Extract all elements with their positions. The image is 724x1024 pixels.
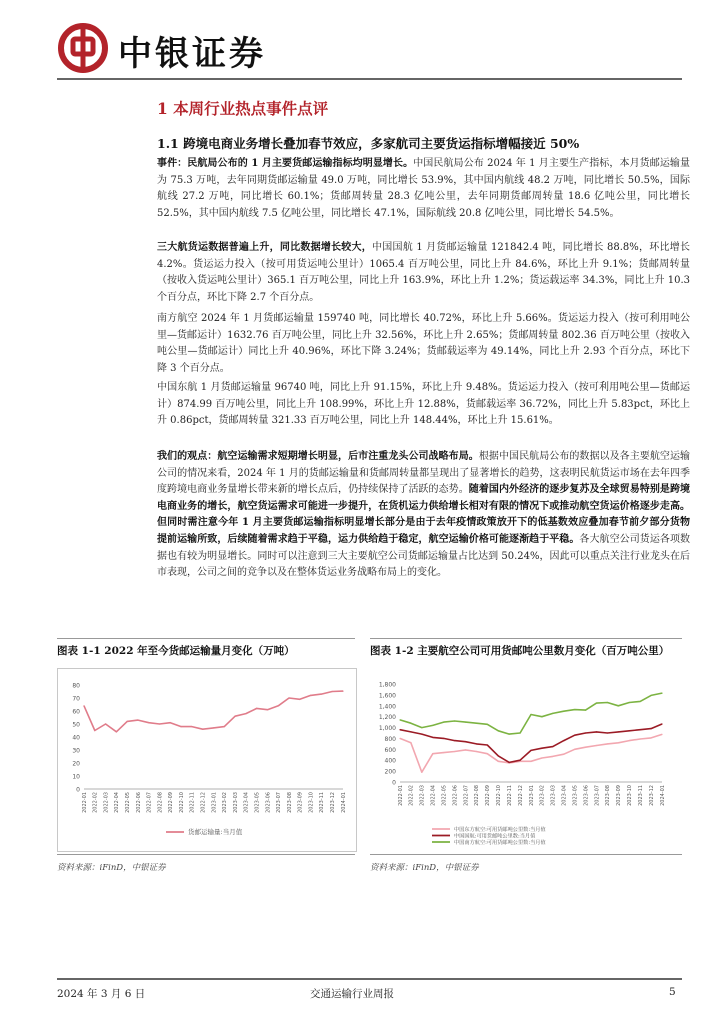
data-point [498,761,499,762]
data-point [530,761,531,762]
header-rule [57,78,682,80]
paragraph-our-view-lead: 我们的观点：航空运输需求短期增长明显，后市注重龙头公司战略布局。 [157,451,479,462]
footer-date: 2024 年 3 月 6 日 [57,988,146,1000]
data-point [94,730,95,731]
x-tick-label: 2023-02 [222,792,229,813]
x-tick-label: 2022-09 [485,785,492,806]
data-point [137,720,138,721]
subsection-title: 1.1 跨境电商业务增长叠加春节效应，多家航司主要货运指标增幅接近 50% [157,136,580,151]
paragraph-our-view-body1: 根据中国民航局公布的数据以及各主要航空运输公司的情况来看，2024 年 1 月的货邮运输量和货邮周转量都呈现出了显著增长的趋势，这表明民航货运市场在去年四季度跨境电商业务量增长带来新的增长点后，仍持续保持了活跃的态势。 [157,451,691,496]
chart-left-top-rule [57,638,355,639]
x-tick-label: 2023-12 [330,792,337,813]
x-tick-label: 2022-10 [496,785,503,806]
x-tick-label: 2023-08 [286,792,293,813]
y-tick-label: 600 [384,746,396,754]
paragraph-china-eastern-body: 中国东航 1 月货邮运输量 96740 吨，同比上升 91.15%，环比上升 9.48%。货运运力投入（按可利用吨公里—货邮运计）874.99 百万吨公里，同比上升 108.99%，环比上升 12.88%，货邮载运率 36.72%，同比上升 5.83pct，环比上升 0.86pct，货邮周转量 321.33 百万吨公里，同比上升 148.44%，环比上升 15.61%。 [157,382,690,427]
data-point [629,702,630,703]
data-point [454,740,455,741]
x-tick-label: 2023-01 [211,792,218,813]
data-point [585,732,586,733]
x-tick-label: 2023-11 [637,785,644,806]
data-point [465,741,466,742]
legend-label: 中国南方航空:可用货邮吨公里数:当月值 [454,840,546,846]
data-point [443,752,444,753]
data-point [487,724,488,725]
x-tick-label: 2023-08 [605,785,612,806]
data-point [650,695,651,696]
y-tick-label: 800 [384,735,396,743]
x-tick-label: 2022-09 [168,792,175,813]
x-tick-label: 2023-01 [528,785,535,806]
data-point [563,754,564,755]
data-point [607,743,608,744]
x-tick-label: 2023-10 [627,785,634,806]
data-point [399,729,400,730]
x-tick-label: 2022-08 [157,792,164,813]
data-point [629,740,630,741]
x-tick-label: 2022-06 [452,785,459,806]
x-tick-label: 2022-02 [92,792,99,813]
data-point [509,733,510,734]
data-point [234,716,235,717]
paragraph-china-southern [157,311,690,377]
y-tick-label: 20 [72,760,80,768]
data-point [661,734,662,735]
data-point [399,719,400,720]
x-tick-label: 2022-05 [124,792,131,813]
x-tick-label: 2023-03 [232,792,239,813]
data-point [267,709,268,710]
x-tick-label: 2023-07 [594,785,601,806]
data-point [618,731,619,732]
data-point [432,737,433,738]
data-point [552,756,553,757]
data-point [552,746,553,747]
y-tick-label: 1,800 [378,681,396,689]
data-point [563,740,564,741]
footer-rule [57,978,682,980]
chart-left-caption: 图表 1-1 2022 年至今货邮运输量月变化（万吨） [57,645,295,657]
data-point [105,723,106,724]
data-point [465,749,466,750]
data-point [596,702,597,703]
data-point [552,713,553,714]
chart-left-source: 资料来源：iFinD，中银证券 [57,863,166,873]
data-point [410,731,411,732]
x-tick-label: 2022-11 [506,785,513,806]
y-tick-label: 1,000 [378,725,396,733]
legend-label: 中国东方航空:可用货邮吨公里数:当月值 [454,827,546,833]
chart-right-source: 资料来源：iFinD，中银证券 [370,863,479,873]
data-point [310,695,311,696]
data-point [541,757,542,758]
data-point [256,708,257,709]
y-tick-label: 0 [76,786,80,794]
chart-right-bottom-rule [370,854,682,855]
x-tick-label: 2023-04 [561,785,568,806]
data-point [299,699,300,700]
y-tick-label: 1,400 [378,703,396,711]
y-tick-label: 60 [72,708,80,716]
data-point [596,731,597,732]
y-tick-label: 0 [392,779,396,787]
x-tick-label: 2023-12 [648,785,655,806]
data-point [127,721,128,722]
data-point [443,738,444,739]
x-tick-label: 2022-04 [114,792,121,813]
y-tick-label: 30 [72,747,80,755]
paragraph-event [157,156,690,222]
x-tick-label: 2024-01 [340,792,347,813]
series-line [400,734,662,772]
data-point [454,720,455,721]
chart-right-caption: 图表 1-2 主要航空公司可用货邮吨公里数月变化（百万吨公里） [370,645,670,657]
x-tick-label: 2023-05 [572,785,579,806]
data-point [399,738,400,739]
data-point [498,730,499,731]
chart-right-top-rule [370,638,682,639]
paragraph-china-southern-body: 南方航空 2024 年 1 月货邮运输量 159740 吨，同比增长 40.72%，环比上升 5.66%。货运运力投入（按可利用吨公里—货邮运计）1632.76 百万吨公里，同比上升 32.56%，环比上升 2.65%；货邮周转量 802.36 百万吨公里（按收入吨公里—货邮运计）同比上升 40.96%，环比下降 3.24%；货邮载运率为 49.14%，同比上升 2.93 个百分点，环比下降 3 个百分点。 [157,313,690,374]
data-point [640,729,641,730]
x-tick-label: 2022-08 [474,785,481,806]
data-point [181,726,182,727]
data-point [476,751,477,752]
legend-label: 货邮运输量:当月值 [188,828,243,836]
paragraph-three-airlines-body: 中国国航 1 月货邮运输量 121842.4 吨，同比增长 88.8%，环比增长 4.2%。货运运力投入（按可用货运吨公里计）1065.4 百万吨公里，同比上升 84.6%，环比上升 9.1%；货邮周转量（按收入货运吨公里计）365.1 百万吨公里，同比上升 163.9%，环比上升 1.2%；货运载运率 34.3%，同比上升 10.3 个百分点，环比下降 2.7 个百分点。 [157,242,690,303]
data-point [321,694,322,695]
x-tick-label: 2023-06 [583,785,590,806]
data-point [421,727,422,728]
y-tick-label: 50 [72,721,80,729]
data-point [487,744,488,745]
x-tick-label: 2024-01 [659,785,666,806]
x-tick-label: 2022-10 [178,792,185,813]
x-tick-label: 2023-02 [539,785,546,806]
x-tick-label: 2023-04 [243,792,250,813]
data-point [640,701,641,702]
data-point [574,749,575,750]
data-point [574,709,575,710]
paragraph-three-airlines [157,240,690,306]
data-point [432,725,433,726]
data-point [202,729,203,730]
data-point [607,702,608,703]
data-point [245,713,246,714]
data-point [432,753,433,754]
x-tick-label: 2023-07 [276,792,283,813]
data-point [342,691,343,692]
data-point [530,714,531,715]
data-point [116,731,117,732]
y-tick-label: 70 [72,695,80,703]
data-point [650,728,651,729]
data-point [410,742,411,743]
y-tick-label: 1,200 [378,714,396,722]
data-point [224,726,225,727]
legend-label: 中国国航:可用货邮吨公里数:当月值 [454,833,536,840]
x-tick-label: 2022-03 [419,785,426,806]
y-tick-label: 40 [72,734,80,742]
y-tick-label: 10 [72,773,80,781]
data-point [629,730,630,731]
data-point [443,722,444,723]
x-tick-label: 2022-07 [146,792,153,813]
boc-logo-icon [57,22,109,74]
x-tick-label: 2022-01 [397,785,404,806]
data-point [585,710,586,711]
x-tick-label: 2022-12 [200,792,207,813]
data-point [585,747,586,748]
data-point [332,691,333,692]
data-point [288,697,289,698]
data-point [159,723,160,724]
paragraph-our-view-body2: 各大航空公司货运各项数据也有较为明显增长。同时可以注意到三大主要航空公司货邮运输量占比达到 50.24%，因此可以重点关注行业龙头在后市表现，公司之间的竞争以及在整体货运业务战略布局上的变化。 [157,533,690,579]
data-point [487,753,488,754]
paragraph-our-view-emphasis: 随着国内外经济的逐步复苏及全球贸易特别是跨境电商业务的增长，航空货运需求可能进一步提升，在货机运力供给增长相对有限的情况下或推动航空货运价格逐步走高。但同时需注意今年 1 月主要货邮运输指标明显增长部分是由于去年疫情政策放开下的低基数效应叠加春节前夕部分货物提前运输所致，后续随着需求趋于平稳，运力供给趋于稳定，航空运输价格可能逐渐趋于平稳。 [157,484,691,545]
x-tick-label: 2022-07 [463,785,470,806]
company-logo [57,22,109,74]
data-point [410,723,411,724]
y-tick-label: 400 [384,757,396,765]
data-point [541,716,542,717]
y-tick-label: 80 [72,682,80,690]
data-point [421,772,422,773]
data-point [618,705,619,706]
x-tick-label: 2023-11 [319,792,326,813]
footer-page-number: 5 [669,986,676,998]
data-point [530,750,531,751]
paragraph-china-eastern [157,380,690,430]
data-point [519,760,520,761]
x-tick-label: 2022-03 [103,792,110,813]
data-point [148,722,149,723]
data-point [541,748,542,749]
chart-left [58,669,354,849]
footer-report-name: 交通运输行业周报 [310,988,394,1000]
paragraph-our-view [157,449,690,582]
data-point [170,722,171,723]
data-point [596,745,597,746]
y-tick-label: 200 [384,768,396,776]
section-title: 1 本周行业热点事件点评 [157,99,329,118]
data-point [661,723,662,724]
x-tick-label: 2022-11 [189,792,196,813]
data-point [607,732,608,733]
data-point [509,762,510,763]
series-line [400,693,662,734]
x-tick-label: 2023-09 [616,785,623,806]
paragraph-three-airlines-lead: 三大航货运数据普遍上升，同比数据增长较大， [157,242,373,253]
data-point [519,732,520,733]
x-tick-label: 2023-09 [297,792,304,813]
data-point [465,722,466,723]
data-point [454,751,455,752]
x-tick-label: 2023-10 [308,792,315,813]
data-point [476,723,477,724]
data-point [563,711,564,712]
x-tick-label: 2023-03 [550,785,557,806]
data-point [498,755,499,756]
data-point [476,743,477,744]
x-tick-label: 2022-05 [441,785,448,806]
x-tick-label: 2022-01 [81,792,88,813]
brand-name: 中银证券 [118,34,266,74]
data-point [278,705,279,706]
x-tick-label: 2022-02 [408,785,415,806]
data-point [83,705,84,706]
data-point [618,742,619,743]
chart-right [370,676,682,852]
series-line [84,691,343,732]
chart-left-bottom-rule [57,854,355,855]
x-tick-label: 2022-06 [135,792,142,813]
data-point [661,692,662,693]
series-line [400,724,662,762]
data-point [650,737,651,738]
data-point [191,726,192,727]
data-point [421,733,422,734]
x-tick-label: 2023-05 [254,792,261,813]
x-tick-label: 2022-12 [517,785,524,806]
data-point [574,735,575,736]
x-tick-label: 2022-04 [430,785,437,806]
paragraph-event-lead: 事件：民航局公布的 1 月主要货邮运输指标均明显增长。 [157,158,414,169]
y-tick-label: 1,600 [378,692,396,700]
data-point [640,738,641,739]
paragraph-event-body: 中国民航局公布 2024 年 1 月主要生产指标，本月货邮运输量为 75.3 万吨，去年同期货邮运输量 49.0 万吨，同比增长 53.9%，其中国内航线 48.2 万吨，同比增长 50.5%，国际航线 27.2 万吨，同比增长 60.1%；货邮周转量 28.3 亿吨公里，去年同期货邮周转量 18.6 亿吨公里，同比增长 52.5%，其中国内航线 7.5 亿吨公里，同比增长 47.1%，国际航线 20.8 亿吨公里，同比增长 54.5%。 [157,158,691,219]
x-tick-label: 2023-06 [265,792,272,813]
data-point [213,727,214,728]
